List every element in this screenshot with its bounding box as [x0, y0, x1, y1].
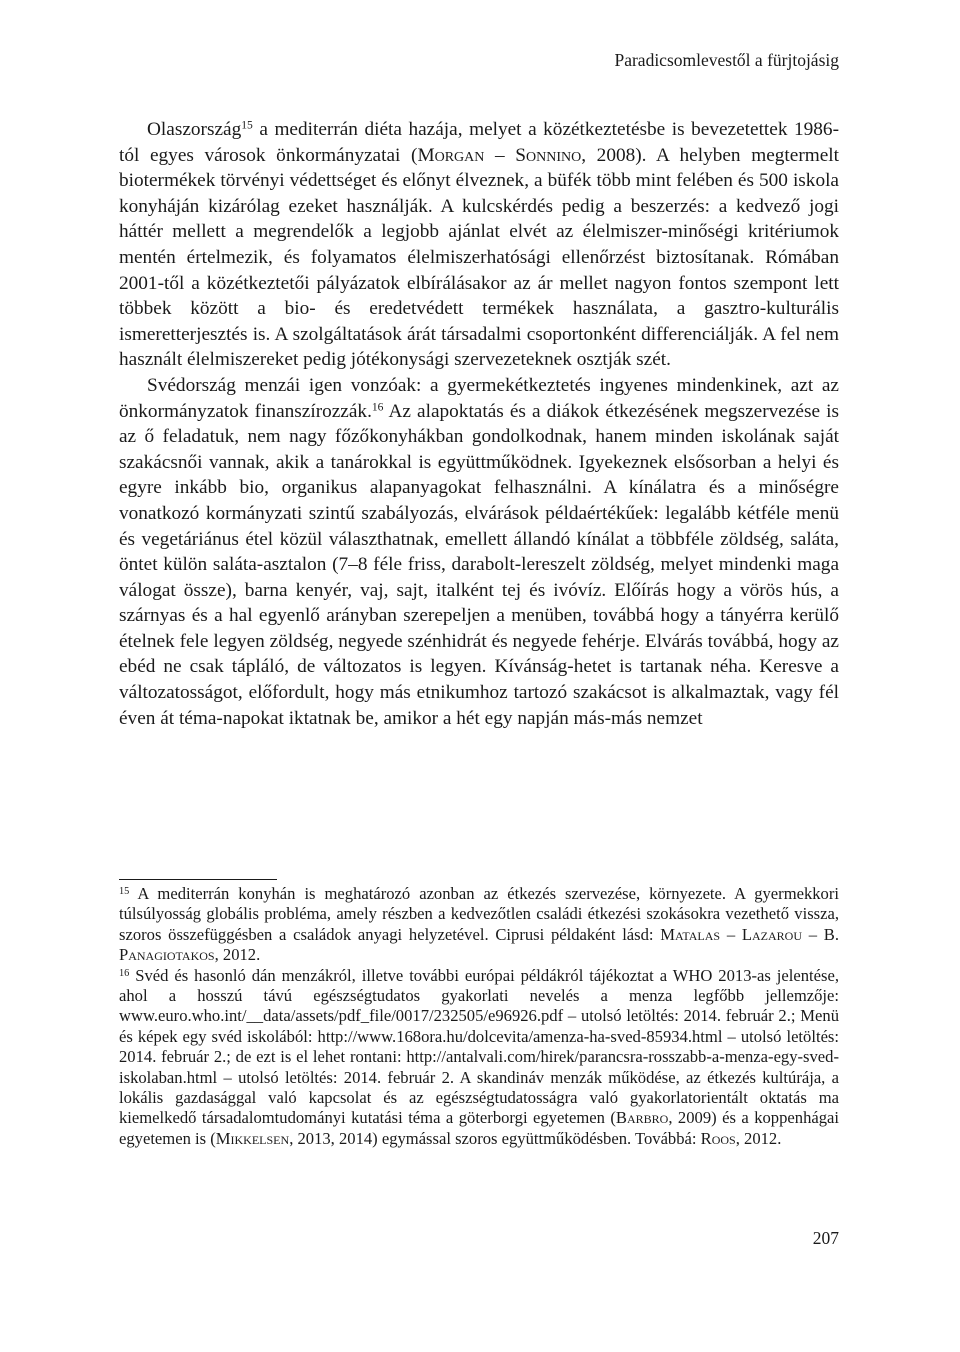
text-run: , 2013, 2014) egymással szoros együttműködésben. Továbbá:	[289, 1128, 701, 1148]
main-text	[119, 117, 839, 731]
citation-author: Morgan	[417, 144, 485, 166]
citation-author: Barbro	[615, 1108, 669, 1128]
text-run: – B.	[802, 924, 839, 944]
footnote-16	[119, 966, 839, 1150]
text-run: a mediterrán diéta hazája, melyet a közétkeztetésbe is bevezetettek 1986-tól egyes városok önkormányzatai (	[119, 119, 839, 166]
text-run: A mediterrán konyhán is meghatározó azonban az étkezés szervezése, környezete. A gyermekkori túlsúlyosság globális probléma, amely részben a kedvezőtlen családi étkezési szokásokra vezethető vissza, szoros összefüggésben a családok anyagi helyzetével. Ciprusi példaként lásd:	[119, 884, 839, 944]
citation-author: Sonnino	[515, 144, 582, 166]
paragraph-italy	[119, 117, 839, 373]
footnote-15	[119, 884, 839, 966]
text-run: –	[484, 144, 516, 166]
text-run: –	[720, 924, 742, 944]
text-run: Az alapoktatás és a diákok étkezésének megszervezése is az ő feladatuk, nem nagy főzőkonyhákban gondolkodnak, hanem minden iskolának saját szakácsnői vannak, akik a tanárokkal is együttműködnek. Igyekeznek elsősorban a helyi és egyre inkább bio, organikus alapanyagokat felhasználni. A kínálatra és a minőségre vonatkozó kormányzati szintű szabályozás, elvárások példaértékűek: legalább kétféle menü és vegetáriánus étel közül választhatnak, emellett állandó kínálat a többféle zöldség, saláta, öntet külön saláta-asztalon (7–8 féle friss, darabolt-lereszelt zöldség, melyet mindenki maga válogat össze), barna kenyér, vaj, sajt, italként tej és ivóvíz. Előírás hogy a vörös hús, a szárnyas és a hal egyenlő arányban szerepeljen a menüben, továbbá hogy a tányérra kerülő ételnek fele legyen zöldség, negyede szénhidrát és negyede fehérje. Elvárás továbbá, hogy az ebéd ne csak tápláló, de változatos is legyen. Kívánság-hetet is tartanak néha. Keresve a változatosságot, előfordult, hogy más etnikumhoz tartozó szakácsot is alkalmaztak, vagy fél éven át téma-napokat iktatnak be, amikor a hét egy napján más-más nemzet	[119, 400, 839, 729]
page-number: 207	[812, 1228, 839, 1248]
text-run: Svédország menzái igen vonzóak: a gyermekétkeztetés ingyenes mindenkinek, azt az önkormányzatok finanszírozzák.	[119, 374, 839, 422]
citation-author: Roos	[700, 1128, 736, 1148]
footnote-ref-16: 16	[371, 400, 384, 414]
text-run: , 2008). A helyben megtermelt biotermékek törvényi védettséget és előnyt élveznek, a büfék több mint felében és 500 iskola konyháján kizárólag ezeket használják. A kulcskérdés pedig a beszerzés: a kedvező jogi háttér mellett a megrendelők a legjobb ajánlat elvét az élelmiszer-minőségi kritériumok mentén értelmezik, és folyamatos élelmiszerhatósági ellenőrzést biztosítanak. Rómában 2001-től a közétkeztetői pályázatok elbírálásakor az ár mellet nagyon fontos szempont lett többek között a bio- és eredetvédett termékek használata, a gasztro-kulturális ismeretterjesztés is. A szolgáltatások árát társadalmi csoportonként differenciálják. A fel nem használt élelmiszereket pedig jótékonysági szervezeteknek osztják szét.	[119, 144, 840, 371]
running-title: Paradicsomlevestől a fürjtojásig	[614, 50, 839, 70]
text-run: Svéd és hasonló dán menzákról, illetve további európai példákról tájékoztat a WHO 2013-as jelentése, ahol a hosszú távú egészségtudatos gyakorlati nevelés a menza legfőbb jellemzője: www.euro.who.int/__data/assets/pdf_file/0017/232505/e96926.pdf – utolsó letöltés: 2014. február 2.; Menü és képek egy svéd iskolából: http://www.168ora.hu/dolcevita/amenza-ha-sved-85934.html – utolsó letöltés: 2014. február 2.; de ezt is el lehet rontani: http://antalvali.com/hirek/parancsra-rosszabb-a-menza-egy-sved-iskolaban.html – utolsó letöltés: 2014. február 2. A skandináv menzák működése, az étkezés kultúrája, a lokális gazdasággal való kapcsolat és az egészségtudatosságra való gyakorlatorientált oktatás ma kiemelkedő társadalomtudományi kutatási téma a göterborgi egyetemen (	[119, 965, 839, 1128]
text-run: Olaszország	[147, 119, 242, 140]
citation-author: Mikkelsen	[215, 1128, 290, 1148]
citation-author: Panagiotakos	[119, 945, 215, 965]
footnote-ref-15: 15	[241, 118, 253, 132]
paragraph-sweden	[119, 373, 839, 731]
footnote-number: 15	[119, 885, 130, 897]
footnote-number: 16	[119, 967, 130, 979]
book-page	[119, 0, 839, 1352]
footnotes	[119, 884, 839, 1149]
footnote-separator	[119, 879, 277, 880]
text-run: , 2009) és a koppenhágai egyetemen is (	[119, 1108, 840, 1148]
citation-author: Matalas	[660, 924, 721, 944]
citation-author: Lazarou	[741, 924, 802, 944]
text-run: , 2012.	[735, 1128, 782, 1148]
text-run: , 2012.	[214, 945, 261, 965]
